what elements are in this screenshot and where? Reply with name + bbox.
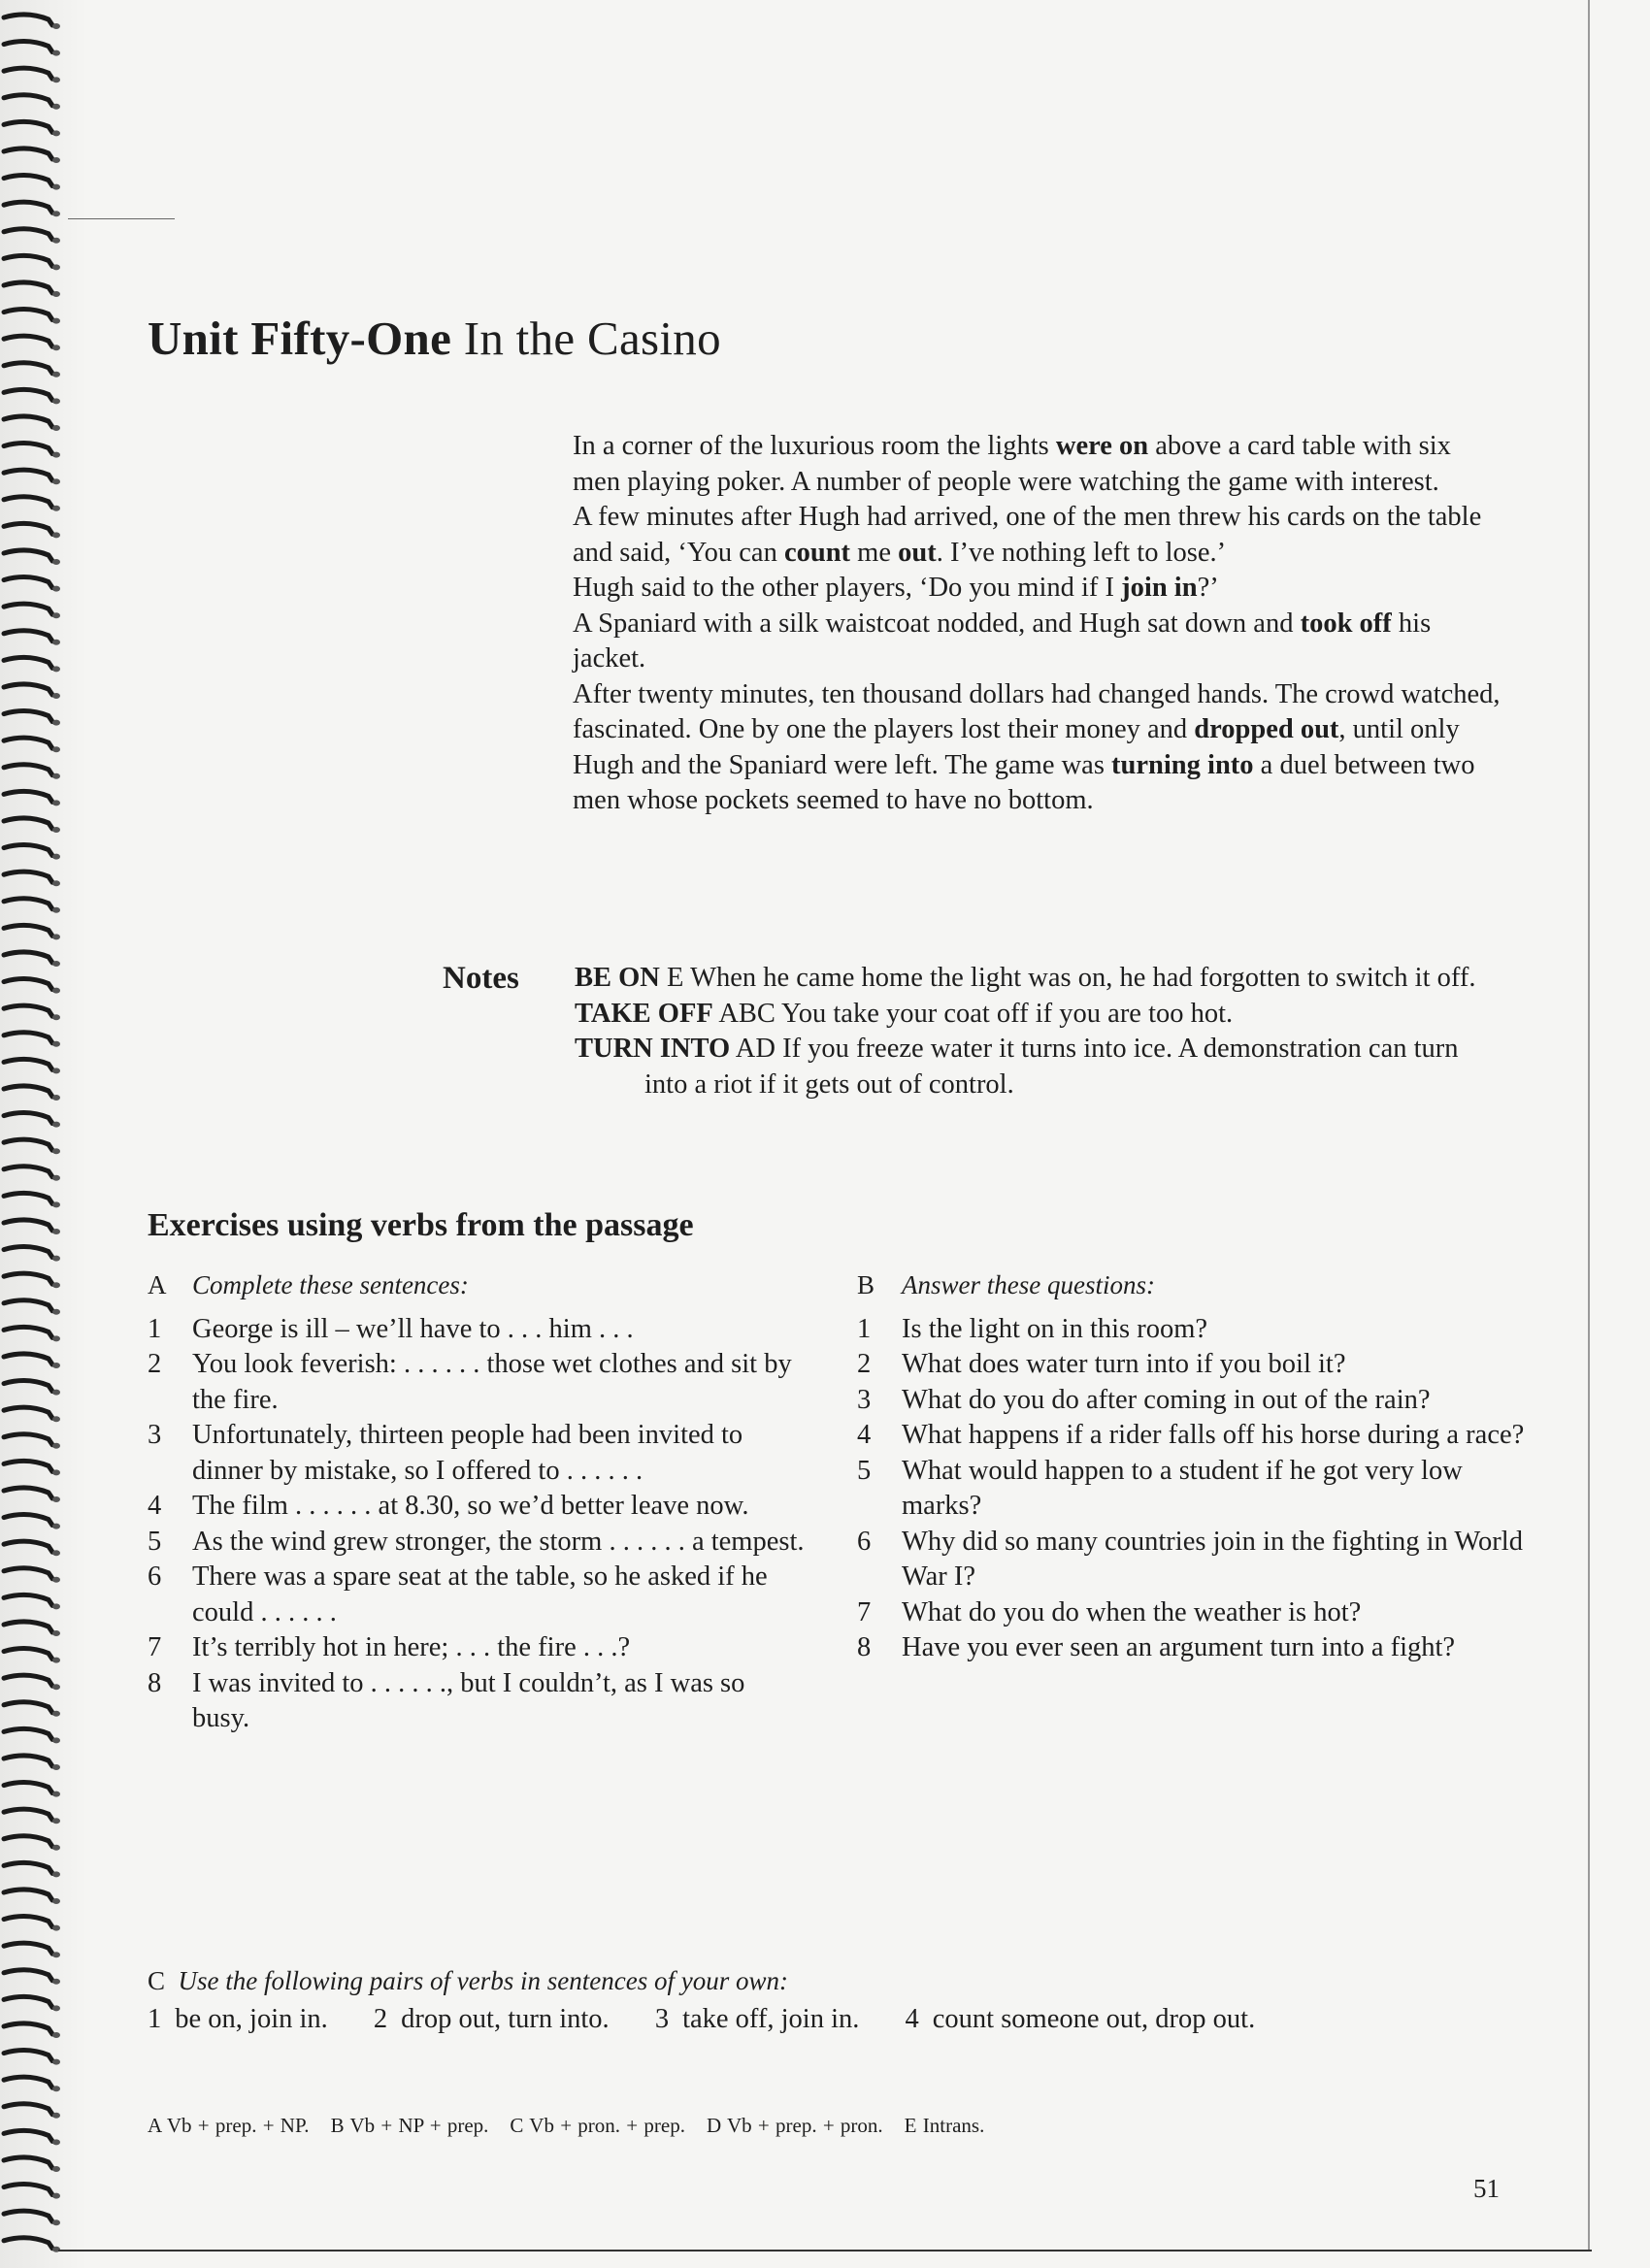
item-text: George is ill – we’ll have to . . . him . . . bbox=[192, 1313, 634, 1344]
binding-coil bbox=[4, 444, 60, 458]
binding-coil bbox=[4, 1059, 60, 1073]
binding-coil bbox=[4, 845, 60, 860]
item-number: 2 bbox=[857, 1349, 872, 1379]
binding-coil bbox=[4, 1086, 60, 1101]
page-edge bbox=[1588, 0, 1590, 2252]
binding-coil bbox=[4, 121, 60, 136]
binding-coil bbox=[4, 2157, 60, 2172]
binding-coil bbox=[4, 1862, 60, 1877]
binding-coil bbox=[4, 1273, 60, 1288]
binding-coil bbox=[4, 791, 60, 805]
binding-coil bbox=[4, 176, 60, 190]
item-number: 3 bbox=[148, 1420, 162, 1450]
item-number: 3 bbox=[857, 1384, 872, 1415]
pair-number: 1 bbox=[148, 2004, 162, 2034]
binding-coil bbox=[4, 336, 60, 350]
exercise-c-pairs bbox=[148, 2000, 1526, 2038]
exercise-a-item bbox=[148, 1630, 808, 1666]
item-number: 7 bbox=[857, 1596, 872, 1627]
item-text: I was invited to . . . . . ., but I couldn’t, as I was so busy. bbox=[192, 1667, 745, 1733]
binding-coil bbox=[4, 1033, 60, 1047]
item-text: What happens if a rider falls off his horse during a race? bbox=[902, 1420, 1525, 1450]
binding-coil bbox=[4, 1113, 60, 1128]
binding-coil bbox=[4, 68, 60, 82]
spiral-binding bbox=[0, 0, 78, 2268]
pair-number: 4 bbox=[905, 2004, 919, 2034]
binding-coil bbox=[4, 657, 60, 672]
binding-coil bbox=[4, 818, 60, 833]
binding-coil bbox=[4, 1005, 60, 1020]
phrasal-verb: turning into bbox=[1111, 749, 1254, 780]
phrasal-verb: out bbox=[898, 537, 937, 568]
binding-coil bbox=[4, 1996, 60, 2011]
note-item bbox=[575, 1032, 1506, 1102]
exercise-b-item bbox=[857, 1525, 1536, 1595]
binding-coil bbox=[4, 1702, 60, 1717]
note-code: E bbox=[667, 963, 684, 993]
binding-coil bbox=[4, 1354, 60, 1368]
item-text: What do you do when the weather is hot? bbox=[902, 1596, 1362, 1627]
passage-paragraph bbox=[573, 429, 1504, 500]
binding-coil bbox=[4, 1461, 60, 1475]
item-text: As the wind grew stronger, the storm . . . . . . a tempest. bbox=[192, 1526, 805, 1557]
binding-coil bbox=[4, 148, 60, 163]
binding-coil bbox=[4, 15, 60, 29]
verb-pair bbox=[655, 2004, 860, 2034]
binding-coil bbox=[4, 765, 60, 779]
phrasal-verb: count bbox=[783, 537, 851, 568]
passage-paragraph bbox=[573, 677, 1504, 819]
note-verb: TURN INTO bbox=[575, 1034, 731, 1064]
exercise-a-letter: A bbox=[148, 1270, 167, 1299]
item-number: 6 bbox=[857, 1526, 872, 1557]
binding-coil bbox=[4, 1541, 60, 1556]
passage-text: his jacket. bbox=[573, 608, 1432, 674]
passage-text: A Spaniard with a silk waistcoat nodded, and Hugh sat down and bbox=[573, 608, 1301, 639]
note-verb: BE ON bbox=[575, 963, 660, 993]
pair-number: 3 bbox=[654, 2004, 670, 2034]
item-text: Unfortunately, thirteen people had been invited to dinner by mistake, so I offered to . . . . . . bbox=[192, 1420, 743, 1486]
binding-coil bbox=[4, 631, 60, 645]
item-number: 7 bbox=[148, 1632, 162, 1662]
item-number: 1 bbox=[148, 1313, 162, 1344]
exercise-a-item bbox=[148, 1560, 808, 1630]
binding-coil bbox=[4, 2238, 60, 2252]
passage-text: In a corner of the luxurious room the lights bbox=[573, 431, 1056, 461]
binding-coil bbox=[4, 2077, 60, 2091]
exercise-a-item bbox=[148, 1525, 808, 1561]
note-verb: TAKE OFF bbox=[575, 998, 713, 1029]
binding-coil bbox=[4, 255, 60, 270]
binding-coil bbox=[4, 2051, 60, 2065]
binding-coil bbox=[4, 1139, 60, 1154]
binding-coil bbox=[4, 1407, 60, 1422]
binding-coil bbox=[4, 1890, 60, 1904]
binding-coil bbox=[4, 1327, 60, 1341]
binding-coil bbox=[4, 1300, 60, 1315]
verb-pair bbox=[906, 2004, 1256, 2034]
binding-coil bbox=[4, 95, 60, 110]
legend-item: E Intrans. bbox=[904, 2114, 985, 2137]
binding-coil bbox=[4, 497, 60, 511]
item-text: What do you do after coming in out of the rain? bbox=[902, 1384, 1431, 1415]
binding-coil bbox=[4, 363, 60, 378]
binding-coil bbox=[4, 42, 60, 56]
notes-label: Notes bbox=[443, 961, 519, 996]
passage-paragraph bbox=[573, 571, 1504, 607]
exercise-b-header bbox=[857, 1267, 1536, 1304]
binding-coil bbox=[4, 1247, 60, 1262]
binding-coil bbox=[4, 229, 60, 244]
item-text: What would happen to a student if he got very low marks? bbox=[902, 1455, 1463, 1521]
note-item bbox=[575, 961, 1506, 997]
phrasal-verb: took off bbox=[1300, 608, 1392, 639]
binding-coil bbox=[4, 1167, 60, 1181]
grammar-legend bbox=[148, 2114, 1006, 2138]
exercise-b-instruction: Answer these questions: bbox=[902, 1270, 1155, 1299]
binding-coil bbox=[4, 684, 60, 699]
exercise-a-item bbox=[148, 1347, 808, 1418]
binding-coil bbox=[4, 2104, 60, 2119]
binding-coil bbox=[4, 2211, 60, 2225]
binding-coil bbox=[4, 979, 60, 994]
exercise-c-instruction: Use the following pairs of verbs in sentences of your own: bbox=[178, 1966, 788, 1995]
legend-item: D Vb + prep. + pron. bbox=[706, 2114, 883, 2137]
pair-number: 2 bbox=[373, 2004, 388, 2034]
passage-text: me bbox=[850, 537, 899, 568]
exercise-b-letter: B bbox=[857, 1270, 875, 1299]
passage-text: After twenty minutes, ten thousand dollars had changed hands. The crowd watched, fascinated. One by one the players lost their money and bbox=[573, 678, 1501, 744]
item-text: Is the light on in this room? bbox=[902, 1313, 1208, 1344]
exercise-b-item bbox=[857, 1383, 1536, 1419]
passage-text: ?’ bbox=[1197, 573, 1219, 603]
phrasal-verb: were on bbox=[1055, 431, 1149, 461]
exercise-c-header bbox=[148, 1962, 1526, 2000]
binding-coil bbox=[4, 1434, 60, 1449]
exercise-a-items bbox=[148, 1312, 808, 1737]
binding-coil bbox=[4, 1488, 60, 1502]
reading-passage bbox=[573, 429, 1504, 819]
binding-coil bbox=[4, 1568, 60, 1583]
binding-coil bbox=[4, 470, 60, 484]
passage-text: A few minutes after Hugh had arrived, one of the men threw his cards on the table and said, ‘You can bbox=[573, 502, 1482, 568]
exercise-b bbox=[857, 1267, 1536, 1666]
pair-text: be on, join in. bbox=[175, 2004, 328, 2034]
passage-text: a duel between two men whose pockets seemed to have no bottom. bbox=[573, 749, 1475, 815]
exercise-a-item bbox=[148, 1666, 808, 1737]
binding-coil bbox=[4, 2130, 60, 2145]
binding-coil bbox=[4, 2185, 60, 2199]
item-text: Why did so many countries join in the fighting in World War I? bbox=[902, 1526, 1523, 1592]
item-text: It’s terribly hot in here; . . . the fire . . .? bbox=[192, 1632, 631, 1662]
passage-text: , until only Hugh and the Spaniard were left. The game was bbox=[573, 714, 1460, 780]
note-code: AD bbox=[735, 1034, 776, 1064]
binding-coil bbox=[4, 2023, 60, 2038]
exercise-a-instruction: Complete these sentences: bbox=[192, 1270, 469, 1299]
item-number: 1 bbox=[857, 1313, 872, 1344]
page-bottom-edge bbox=[58, 2250, 1592, 2252]
legend-item: A Vb + prep. + NP. bbox=[148, 2114, 310, 2137]
binding-coil bbox=[4, 202, 60, 216]
item-text: The film . . . . . . at 8.30, so we’d better leave now. bbox=[192, 1491, 749, 1521]
binding-coil bbox=[4, 389, 60, 404]
item-number: 5 bbox=[148, 1526, 162, 1557]
passage-paragraph bbox=[573, 607, 1504, 677]
binding-coil bbox=[4, 1675, 60, 1690]
note-item bbox=[575, 997, 1506, 1033]
page-number: 51 bbox=[1473, 2174, 1500, 2203]
binding-coil bbox=[4, 1783, 60, 1797]
binding-coil bbox=[4, 925, 60, 939]
passage-text: Hugh said to the other players, ‘Do you mind if I bbox=[573, 573, 1122, 603]
binding-coil bbox=[4, 550, 60, 565]
binding-coil bbox=[4, 1943, 60, 1957]
item-text: Have you ever seen an argument turn into a fight? bbox=[902, 1632, 1456, 1662]
passage-paragraph bbox=[573, 500, 1504, 571]
passage-text: . I’ve nothing left to lose.’ bbox=[936, 537, 1227, 568]
pair-text: take off, join in. bbox=[682, 2004, 860, 2034]
item-number: 6 bbox=[148, 1561, 162, 1592]
binding-coil bbox=[4, 1220, 60, 1234]
unit-number: Unit Fifty-One bbox=[148, 312, 452, 365]
note-code: ABC bbox=[718, 998, 776, 1029]
item-number: 2 bbox=[148, 1349, 162, 1379]
binding-coil bbox=[4, 416, 60, 431]
binding-coil bbox=[4, 1649, 60, 1663]
exercise-a bbox=[148, 1267, 808, 1737]
item-number: 8 bbox=[857, 1632, 872, 1662]
item-number: 4 bbox=[148, 1491, 162, 1521]
binding-coil bbox=[4, 1381, 60, 1396]
binding-coil bbox=[4, 899, 60, 913]
legend-item: C Vb + pron. + prep. bbox=[510, 2114, 685, 2137]
item-text: You look feverish: . . . . . . those wet clothes and sit by the fire. bbox=[192, 1349, 792, 1415]
binding-coil bbox=[4, 952, 60, 967]
binding-coil bbox=[4, 1809, 60, 1824]
binding-coil bbox=[4, 1836, 60, 1851]
binding-coil bbox=[4, 871, 60, 886]
exercise-a-item bbox=[148, 1489, 808, 1525]
binding-coil bbox=[4, 523, 60, 538]
exercise-c bbox=[148, 1962, 1526, 2038]
exercise-b-item bbox=[857, 1312, 1536, 1348]
unit-title bbox=[148, 311, 721, 366]
item-number: 8 bbox=[148, 1667, 162, 1698]
exercise-b-item bbox=[857, 1595, 1536, 1631]
binding-coil bbox=[4, 282, 60, 297]
exercise-b-item bbox=[857, 1347, 1536, 1383]
binding-coil bbox=[4, 1756, 60, 1770]
binding-coil bbox=[4, 1970, 60, 1985]
notes-list bbox=[575, 961, 1506, 1102]
unit-name: In the Casino bbox=[463, 312, 721, 365]
pair-text: drop out, turn into. bbox=[401, 2004, 610, 2034]
binding-coil bbox=[4, 738, 60, 752]
exercise-a-item bbox=[148, 1418, 808, 1489]
binding-coil bbox=[4, 1594, 60, 1609]
exercise-b-item bbox=[857, 1454, 1536, 1525]
item-text: There was a spare seat at the table, so he asked if he could . . . . . . bbox=[192, 1561, 768, 1627]
exercise-b-items bbox=[857, 1312, 1536, 1666]
verb-pair bbox=[374, 2004, 610, 2034]
exercise-a-header bbox=[148, 1267, 808, 1304]
exercise-b-item bbox=[857, 1418, 1536, 1454]
binding-coil bbox=[4, 577, 60, 592]
margin-rule bbox=[68, 218, 175, 219]
binding-coil bbox=[4, 1193, 60, 1207]
note-example: You take your coat off if you are too hot. bbox=[781, 998, 1234, 1029]
exercise-a-item bbox=[148, 1312, 808, 1348]
binding-coil bbox=[4, 1515, 60, 1529]
binding-coil bbox=[4, 1917, 60, 1931]
note-example: When he came home the light was on, he had forgotten to switch it off. bbox=[690, 963, 1476, 993]
item-number: 4 bbox=[857, 1420, 872, 1450]
binding-coil bbox=[4, 604, 60, 618]
binding-coil bbox=[4, 310, 60, 324]
item-number: 5 bbox=[857, 1455, 872, 1486]
verb-pair bbox=[148, 2004, 328, 2034]
exercise-b-item bbox=[857, 1630, 1536, 1666]
phrasal-verb: dropped out bbox=[1194, 714, 1339, 744]
item-text: What does water turn into if you boil it? bbox=[902, 1349, 1346, 1379]
binding-coil bbox=[4, 711, 60, 726]
pair-text: count someone out, drop out. bbox=[932, 2004, 1256, 2034]
legend-item: B Vb + NP + prep. bbox=[330, 2114, 489, 2137]
exercises-heading: Exercises using verbs from the passage bbox=[148, 1207, 694, 1243]
phrasal-verb: join in bbox=[1121, 573, 1198, 603]
binding-coil bbox=[4, 1622, 60, 1636]
exercise-c-letter: C bbox=[148, 1966, 166, 1995]
binding-coil bbox=[4, 1728, 60, 1743]
passage-text: above a card table with six men playing poker. A number of people were watching the game with interest. bbox=[573, 431, 1451, 497]
note-example: If you freeze water it turns into ice. A demonstration can turn into a riot if it gets out of control. bbox=[644, 1034, 1459, 1100]
